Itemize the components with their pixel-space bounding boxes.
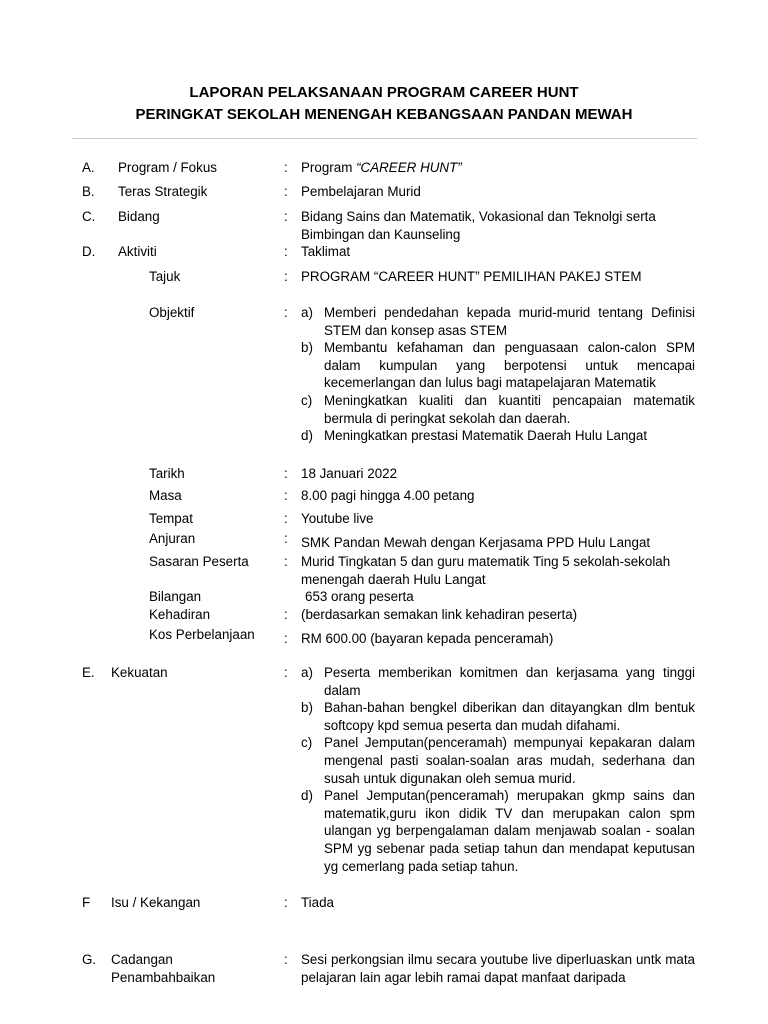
bilangan-value-line1: 653 orang peserta [305,589,414,604]
colon: : [284,244,288,259]
title-divider [72,138,697,139]
list-marker: b) [301,700,313,716]
list-marker: c) [301,735,313,751]
section-a-letter: A. [82,160,95,175]
report-title-line1: LAPORAN PELAKSANAAN PROGRAM CAREER HUNT [189,84,579,101]
section-e-letter: E. [82,665,95,680]
section-c-label: Bidang [118,209,160,224]
list-marker: a) [301,665,313,680]
colon: : [284,209,288,224]
tajuk-value: PROGRAM “CAREER HUNT” PEMILIHAN PAKEJ STEM [301,269,642,284]
kekuatan-list [301,664,695,875]
anjuran-label: Anjuran [149,531,196,546]
colon: : [284,160,288,175]
section-b-value: Pembelajaran Murid [301,184,421,199]
list-text: Membantu kefahaman dan penguasaan calon-calon SPM dalam kumpulan yang berpotensi untuk mencapai kecemerlangan dan lulus bagi matapelajaran Matematik [324,340,695,391]
tempat-label: Tempat [149,511,193,526]
list-text: Panel Jemputan(penceramah) merupakan gkmp sains dan matematik,guru ikon didik TV dan merupakan calon spm ulangan yg berpengalaman dalam menjawab soalan - soalan SPM yg sebenar pada setiap tahun dan mendapat keputusan yg cemerlang pada setiap tahun. [324,788,695,874]
objektif-list [301,304,695,445]
sasaran-label: Sasaran Peserta [149,554,249,569]
list-item [301,734,695,787]
section-d-letter: D. [82,244,96,259]
colon: : [284,531,288,546]
section-a-value [301,159,462,177]
tempat-value: Youtube live [301,511,374,526]
kos-label: Kos Perbelanjaan [149,627,255,642]
colon: : [284,895,288,910]
section-c-value-line1: Bidang Sains dan Matematik, Vokasional dan Teknolgi serta [301,209,656,224]
list-text: Peserta memberikan komitmen dan kerjasama yang tinggi dalam [324,665,695,698]
list-marker: d) [301,428,313,444]
section-d-label: Aktiviti [118,244,157,259]
section-d-value: Taklimat [301,244,351,259]
section-a-value-italic: “CAREER HUNT” [356,160,462,175]
list-item [301,427,695,445]
tarikh-label: Tarikh [149,466,185,481]
masa-value: 8.00 pagi hingga 4.00 petang [301,488,475,503]
section-f-value: Tiada [301,895,334,910]
list-marker: a) [301,305,313,320]
list-marker: d) [301,788,313,804]
list-item [301,339,695,392]
list-item [301,304,695,339]
colon: : [284,554,288,569]
list-marker: c) [301,392,313,408]
section-g-label-line2: Penambahbaikan [111,970,216,985]
list-text: Panel Jemputan(penceramah) mempunyai kepakaran dalam mengenal pasti soalan-soalan aras mudah, sederhana dan susah untuk digunakan oleh semua murid. [324,735,695,786]
bilangan-value-line2: (berdasarkan semakan link kehadiran peserta) [301,607,578,622]
list-text: Meningkatkan prestasi Matematik Daerah Hulu Langat [324,428,648,444]
section-b-label: Teras Strategik [118,184,208,199]
sasaran-value-line2: menengah daerah Hulu Langat [301,572,486,587]
sasaran-value-line1: Murid Tingkatan 5 dan guru matematik Ting 5 sekolah-sekolah [301,554,671,569]
colon: : [284,488,288,503]
section-a-value-prefix: Program [301,160,357,175]
list-text: Meningkatkan kualiti dan kuantiti pencapaian matematik bermula di peringkat sekolah dan daerah. [324,392,695,426]
masa-label: Masa [149,488,182,503]
section-f-label: Isu / Kekangan [111,895,201,910]
section-a-label: Program / Fokus [118,160,217,175]
list-item [301,392,695,427]
list-item [301,699,695,734]
colon: : [284,607,288,622]
colon: : [284,952,288,967]
list-marker: b) [301,340,313,356]
list-text: Memberi pendedahan kepada murid-murid tentang Definisi STEM dan konsep asas STEM [324,305,695,338]
section-g-letter: G. [82,952,97,967]
list-text: Bahan-bahan bengkel diberikan dan ditayangkan dlm bentuk softcopy kpd semua peserta dan mudah difahami. [324,700,695,733]
anjuran-value: SMK Pandan Mewah dengan Kerjasama PPD Hulu Langat [301,535,651,550]
section-c-letter: C. [82,209,96,224]
bilangan-label-line1: Bilangan [149,589,202,604]
list-item [301,787,695,875]
kos-value: RM 600.00 (bayaran kepada penceramah) [301,631,554,646]
list-item [301,664,695,699]
colon: : [284,269,288,284]
section-c-value-line2: Bimbingan dan Kaunseling [301,227,461,242]
bilangan-label-line2: Kehadiran [149,607,211,622]
colon: : [284,305,288,320]
section-g-label-line1: Cadangan [111,952,173,967]
colon: : [284,631,288,646]
tajuk-label: Tajuk [149,269,181,284]
report-title-line2: PERINGKAT SEKOLAH MENENGAH KEBANGSAAN PANDAN MEWAH [135,106,633,123]
tarikh-value: 18 Januari 2022 [301,466,398,481]
colon: : [284,665,288,680]
colon: : [284,511,288,526]
colon: : [284,184,288,199]
section-e-label: Kekuatan [111,665,168,680]
colon: : [284,466,288,481]
objektif-label: Objektif [149,305,195,320]
section-f-letter: F [82,895,91,910]
section-g-value: Sesi perkongsian ilmu secara youtube live diperluaskan untk mata pelajaran lain agar lebih ramai dapat manfaat daripada [301,952,695,985]
section-b-letter: B. [82,184,95,199]
